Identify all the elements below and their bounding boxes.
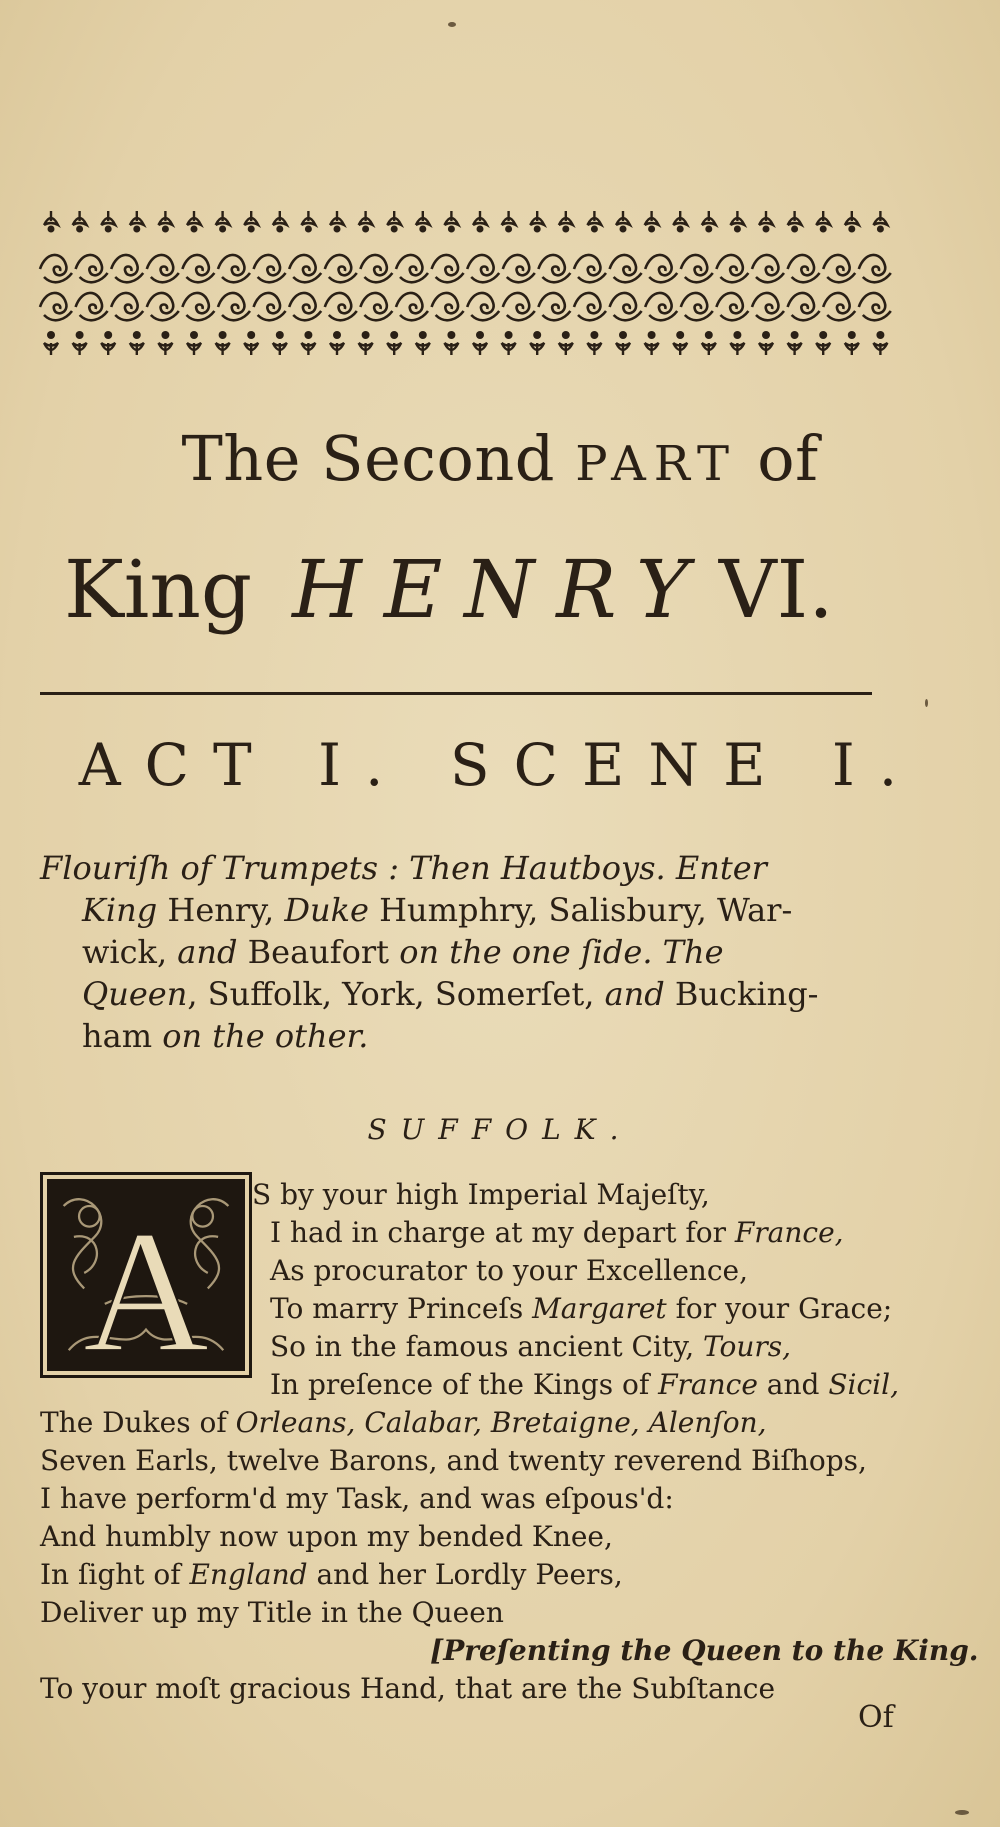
paper-speck — [925, 699, 928, 707]
verse-line: Seven Earls, twelve Barons, and twenty reverend Biſhops, — [40, 1444, 867, 1477]
title-line-2 — [64, 543, 964, 636]
sd-text: and — [604, 975, 665, 1013]
title-henry: HENRY — [292, 543, 711, 636]
paper-speck — [448, 22, 456, 27]
verse-line: Deliver up my Title in the Queen — [40, 1596, 504, 1629]
sd-text: ham — [82, 1017, 163, 1055]
ornamental-headpiece — [36, 203, 898, 361]
title-text: The Second — [181, 422, 576, 495]
title-of: of — [737, 422, 819, 495]
title-rule — [40, 692, 872, 695]
verse-line — [40, 1404, 767, 1442]
verse-line: And humbly now upon my bended Knee, — [40, 1520, 613, 1553]
verse-line: S by your high Imperial Majeſty, — [252, 1178, 710, 1211]
sd-text: and — [177, 933, 238, 971]
sd-text: Beaufort — [237, 933, 400, 971]
verse-text: England — [189, 1558, 308, 1591]
drop-cap-letter: A — [82, 1194, 210, 1375]
act-scene-heading: ACT I. SCENE I. — [78, 731, 922, 799]
verse-text: To marry Princeſs — [270, 1292, 533, 1325]
sd-text: wick, — [82, 933, 178, 971]
title-line-1 — [0, 422, 1000, 495]
verse-line: I have perform'd my Task, and was eſpous'd: — [40, 1482, 674, 1515]
paper-speck — [955, 1810, 969, 1815]
verse-line — [270, 1290, 892, 1328]
verse-line: As procurator to your Excellence, — [270, 1254, 748, 1287]
sd-text: on the other. — [162, 1017, 369, 1055]
verse-text: Tours, — [703, 1330, 792, 1363]
verse-text: The Dukes of — [40, 1406, 236, 1439]
catchword: Of — [858, 1700, 894, 1735]
verse-text: I had in charge at my depart for — [270, 1216, 735, 1249]
verse-text: So in the famous ancient City, — [270, 1330, 704, 1363]
stage-direction-presenting: [Preſenting the Queen to the King. — [430, 1634, 979, 1667]
verse-text: for your Grace; — [666, 1292, 893, 1325]
verse-line — [270, 1366, 899, 1404]
sd-text: King — [82, 891, 158, 929]
verse-text: Sicil, — [828, 1368, 899, 1401]
sd-text: on the one ſide. The — [399, 933, 724, 971]
sd-line-1: Flouriſh of Trumpets : Then Hautboys. Enter — [40, 849, 767, 887]
verse-text: and her Lordly Peers, — [307, 1558, 623, 1591]
verse-text: France, — [734, 1216, 844, 1249]
title-vi: VI. — [718, 543, 834, 636]
sd-text: Humphry, Salisbury, War- — [368, 891, 793, 929]
verse-line — [40, 1556, 623, 1594]
verse-text: and — [757, 1368, 829, 1401]
stage-direction — [40, 847, 910, 1057]
sd-text: Bucking- — [664, 975, 819, 1013]
speaker-name: SUFFOLK. — [367, 1113, 633, 1146]
drop-cap-initial — [40, 1172, 252, 1378]
verse-text: Margaret — [532, 1292, 667, 1325]
sd-text: , Suffolk, York, Somerſet, — [187, 975, 605, 1013]
sd-text: Henry, — [157, 891, 285, 929]
verse-text: In preſence of the Kings of — [270, 1368, 659, 1401]
verse-text: France — [658, 1368, 758, 1401]
verse-line: To your moſt gracious Hand, that are the Subſtance — [40, 1672, 776, 1705]
sd-text: Queen — [82, 975, 188, 1013]
sd-text: Duke — [284, 891, 369, 929]
title-king: King — [64, 543, 253, 636]
verse-text: Orleans, Calabar, Bretaigne, Alenſon, — [235, 1406, 767, 1439]
verse-line — [270, 1328, 791, 1366]
verse-line — [270, 1214, 844, 1252]
title-part: PART — [575, 436, 738, 492]
verse-text: In ſight of — [40, 1558, 190, 1591]
